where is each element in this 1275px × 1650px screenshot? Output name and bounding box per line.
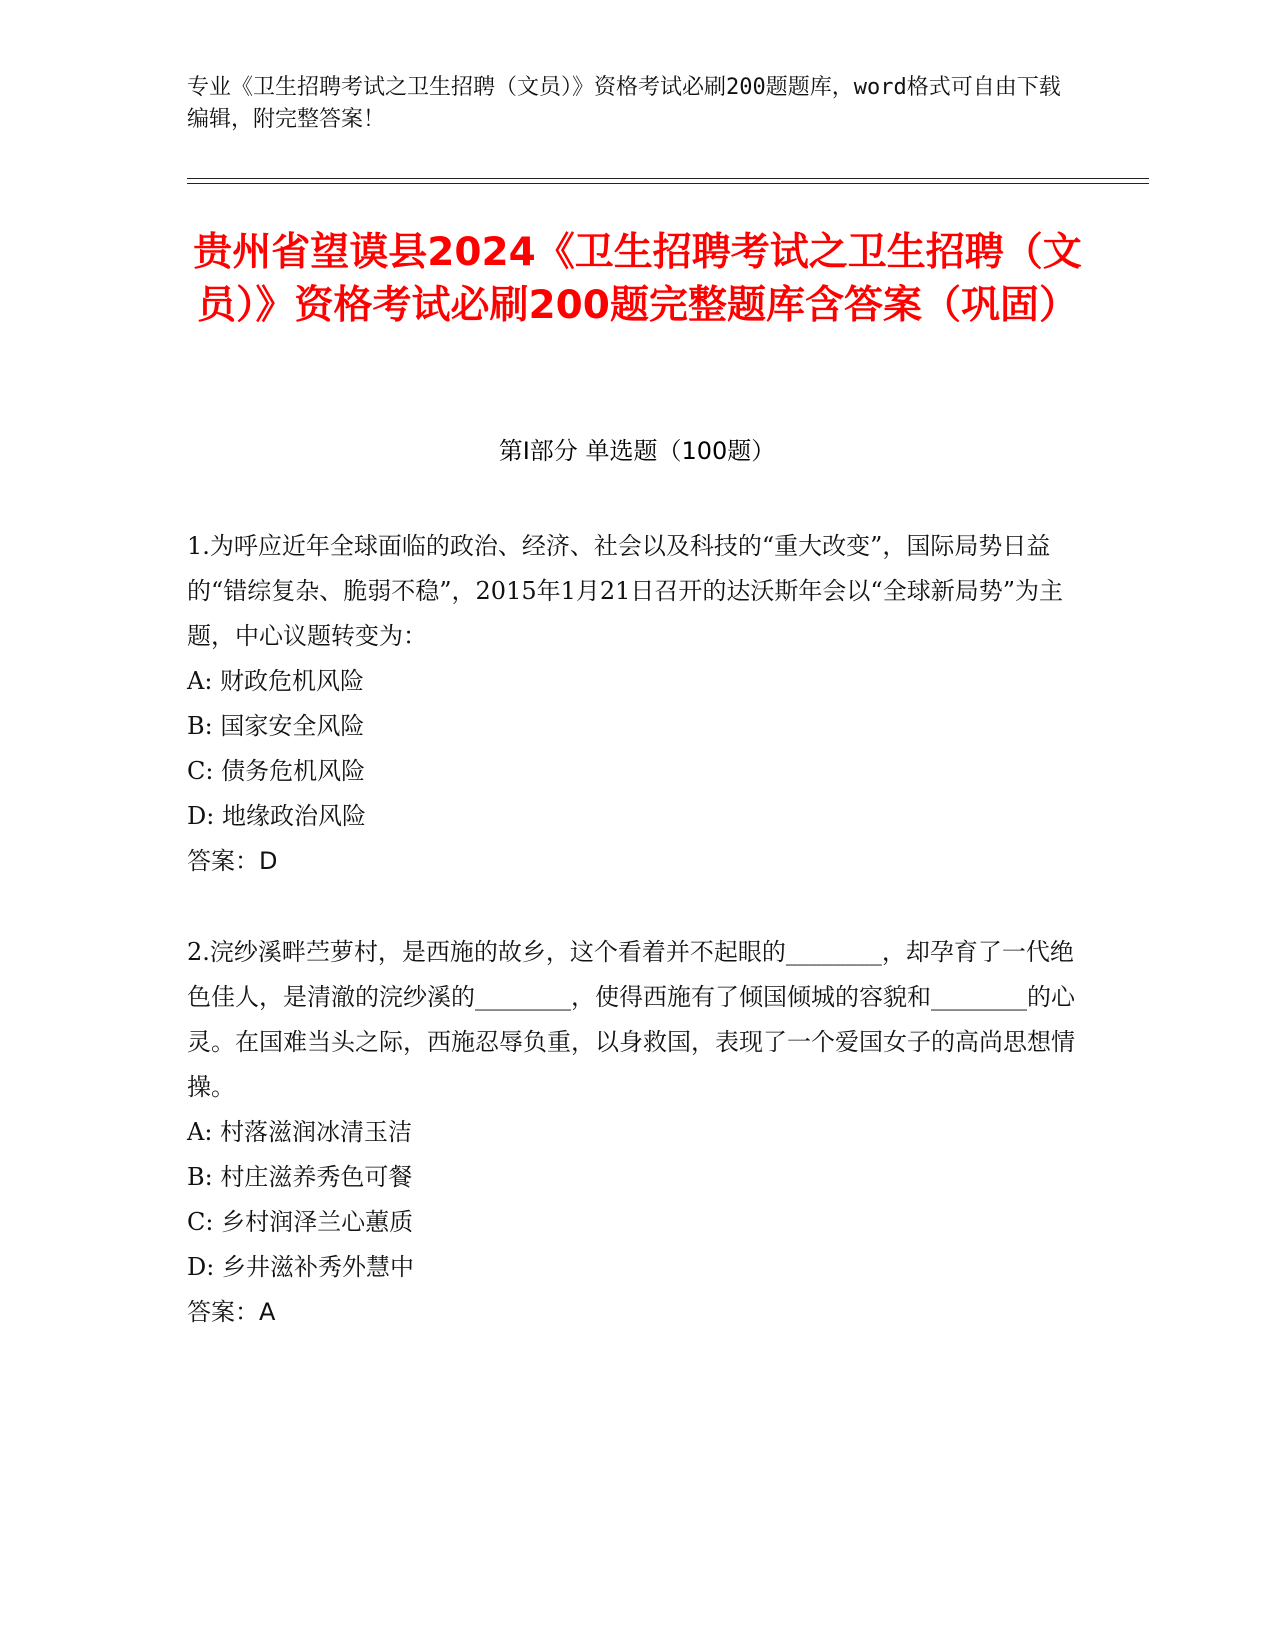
option-a: A: 村落滋润冰清玉洁 [187,1118,413,1146]
option-d: D: 地缘政治风险 [187,802,366,830]
answer: 答案：A [187,1298,276,1326]
option-b: B: 村庄滋养秀色可餐 [187,1163,413,1191]
document-title: 贵州省望谟县2024《卫生招聘考试之卫生招聘（文员）》资格考试必刷200题完整题库含答案（巩固） [193,230,1082,328]
option-b: B: 国家安全风险 [187,712,365,740]
question-stem: 1.为呼应近年全球面临的政治、经济、社会以及科技的“重大改变”，国际局势日益的“错综复杂、脆弱不稳”，2015年1月21日召开的达沃斯年会以“全球新局势”为主题，中心议题转变为： [187,532,1063,650]
header-divider-bottom [187,183,1149,184]
header-divider-top [187,178,1149,179]
question-block [187,930,1087,1335]
section-heading: 第I部分 单选题（100题） [498,437,776,465]
option-a: A: 财政危机风险 [187,667,365,695]
question-stem: 2.浣纱溪畔苎萝村，是西施的故乡，这个看着并不起眼的________，却孕育了一代绝色佳人，是清澈的浣纱溪的________，使得西施有了倾国倾城的容貌和________的心灵。在国难当头之际，西施忍辱负重，以身救国，表现了一个爱国女子的高尚思想情操。 [187,938,1075,1101]
question-block [187,524,1087,884]
answer: 答案：D [187,847,278,875]
header-note: 专业《卫生招聘考试之卫生招聘（文员）》资格考试必刷200题题库，word格式可自由下载编辑，附完整答案！ [187,75,1061,132]
option-c: C: 债务危机风险 [187,757,366,785]
option-c: C: 乡村润泽兰心蕙质 [187,1208,414,1236]
option-d: D: 乡井滋补秀外慧中 [187,1253,414,1281]
